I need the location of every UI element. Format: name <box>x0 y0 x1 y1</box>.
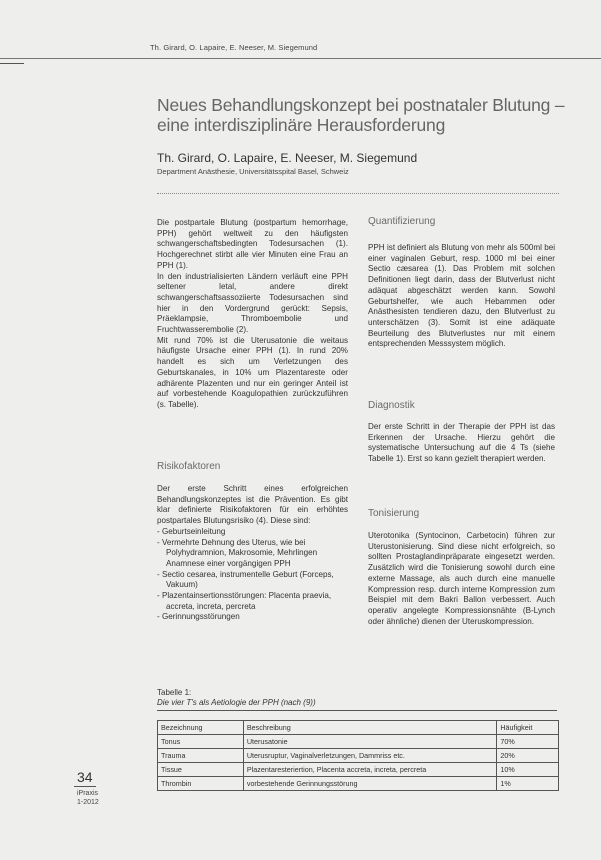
table-cell: Trauma <box>158 749 244 763</box>
article-affiliation: Department Anästhesie, Universitätsspital Basel, Schweiz <box>157 167 349 176</box>
risk-item: - Plazentainsertionsstörungen: Placenta praevia, accreta, increta, percreta <box>157 591 332 611</box>
running-head: Th. Girard, O. Lapaire, E. Neeser, M. Siegemund <box>150 43 318 52</box>
risk-list <box>157 527 348 623</box>
risk-factors-block <box>157 484 348 623</box>
table-cell: Plazentaresteriertion, Placenta accreta, increta, percreta <box>243 763 497 777</box>
table-cell: Tissue <box>158 763 244 777</box>
page-number: 34 <box>77 769 93 785</box>
table-header-cell: Bezeichnung <box>158 721 244 735</box>
tonisation-paragraph: Uterotonika (Syntocinon, Carbetocin) führen zur Uterustonisierung. Sind diese nicht erfolgreich, so sollten Prostaglandinpräparate eingesetzt werden. Zusätzlich wird die Tonisierung sowohl durch eine externe Massage, als auch durch eine manuelle Kompression resp. durch interne Kompression zum Beispiel mit dem Bakri Ballon verbessert. Auch operativ angelegte Kompressionsnähte (B-Lynch oder ähnliche) dienen der Uteruskompression. <box>368 531 555 626</box>
quantification-text <box>368 243 555 350</box>
left-column <box>157 218 348 411</box>
quantification-paragraph: PPH ist definiert als Blutung von mehr als 500ml bei einer vaginalen Geburt, resp. 1000 ml bei einer Sectio cæsarea (1). Das Problem mit solchen Definitionen liegt darin, dass der Blutverlust nicht adäquat abgeschätzt werden kann. Sowohl Geburtshelfer, wie auch Hebammen oder Anästhesisten tendieren dazu, den Blutverlust zu unterschätzen (3). Somit ist eine adäquate Beurteilung des Blutverlustes nur mit einem entsprechenden Messsystem möglich. <box>368 243 555 349</box>
page-number-rule <box>74 786 96 787</box>
risk-item: - Geburtseinleitung <box>157 526 226 536</box>
table-cell: Thrombin <box>158 777 244 791</box>
heading-quantification: Quantifizierung <box>368 216 436 227</box>
risk-item: - Sectio cesarea, instrumentelle Geburt (Forceps, Vakuum) <box>157 569 334 590</box>
journal-info <box>77 789 99 807</box>
risk-item: - Gerinnungsstörungen <box>157 612 240 622</box>
table-cell: vorbestehende Gerinnungsstörung <box>243 777 497 791</box>
table-cell: 70% <box>497 735 559 749</box>
etiology-table <box>157 720 559 791</box>
table-cell: 20% <box>497 749 559 763</box>
table-caption <box>157 688 316 708</box>
table-label: Tabelle 1: <box>157 688 192 697</box>
table-cell: Uterusruptur, Vaginalverletzungen, Dammriss etc. <box>243 749 497 763</box>
table-row <box>158 749 559 763</box>
table-cell: 1% <box>497 777 559 791</box>
article-title: Neues Behandlungskonzept bei postnataler Blutung – eine interdisziplinäre Herausforderung <box>157 95 565 135</box>
table-header-cell: Beschreibung <box>243 721 497 735</box>
tonisation-text <box>368 531 555 627</box>
table-cell: 10% <box>497 763 559 777</box>
table-cell: Tonus <box>158 735 244 749</box>
heading-tonisation: Tonisierung <box>368 508 420 519</box>
diagnostics-paragraph: Der erste Schritt in der Therapie der PPH ist das Erkennen der Ursache. Hierzu gehört die systematische Untersuchung auf die 4 Ts (siehe Tabelle 1). Erst so kann gezielt therapiert werden. <box>368 422 555 464</box>
heading-risk-factors: Risikofaktoren <box>157 461 221 472</box>
intro-paragraph-2: In den industrialisierten Ländern verläuft eine PPH seltener letal, andere direkt schwangerschaftsassoziierte Todesursachen sind hier in den Vordergrund gerückt: Sepsis, Präeklampsie, Thromboembolie und Fruchtwasserembolie (2). <box>157 271 348 335</box>
table-row <box>158 735 559 749</box>
table-caption-text: Die vier T's als Aetiologie der PPH (nach (9)) <box>157 698 316 707</box>
table-row <box>158 777 559 791</box>
table-header-cell: Häufigkeit <box>497 721 559 735</box>
table-row <box>158 763 559 777</box>
table-header-row <box>158 721 559 735</box>
intro-paragraph-1: Die postpartale Blutung (postpartum hemorrhage, PPH) gehört weltweit zu den häufigsten schwangerschaftsbedingten Todesursachen (1). Hochgerechnet stirbt alle vier Minuten eine Frau an PPH (1). <box>157 218 348 270</box>
table-caption-rule <box>157 710 557 711</box>
risk-item: - Vermehrte Dehnung des Uterus, wie bei Polyhydramnion, Makrosomie, Mehrlingen Anamnese einer vorgängigen PPH <box>157 537 318 568</box>
journal-name: iPraxis <box>77 790 99 797</box>
diagnostics-text <box>368 422 555 465</box>
title-separator <box>157 193 559 194</box>
risk-intro: Der erste Schritt eines erfolgreichen Behandlungskonzeptes ist die Prävention. Es gibt klar definierte Risikofaktoren für ein erhöhtes postpartales Blutungsrisiko (4). Diese sind: <box>157 484 348 526</box>
header-rule <box>0 58 601 59</box>
table-cell: Uterusatonie <box>243 735 497 749</box>
header-tick-mark <box>0 54 24 64</box>
heading-diagnostics: Diagnostik <box>368 400 415 411</box>
journal-issue: 1-2012 <box>77 799 99 806</box>
intro-paragraph-3: Mit rund 70% ist die Uterusatonie die weitaus häufigste Ursache einer PPH (1). In rund 20% handelt es sich um Verletzungen des Geburtskanales, in 10% um Plazentareste oder adhärente Plazenten und nur ein geringer Anteil ist auf vorbestehende Koagulopathien zurückzuführen (s. Tabelle). <box>157 335 348 409</box>
article-authors: Th. Girard, O. Lapaire, E. Neeser, M. Siegemund <box>157 151 418 165</box>
